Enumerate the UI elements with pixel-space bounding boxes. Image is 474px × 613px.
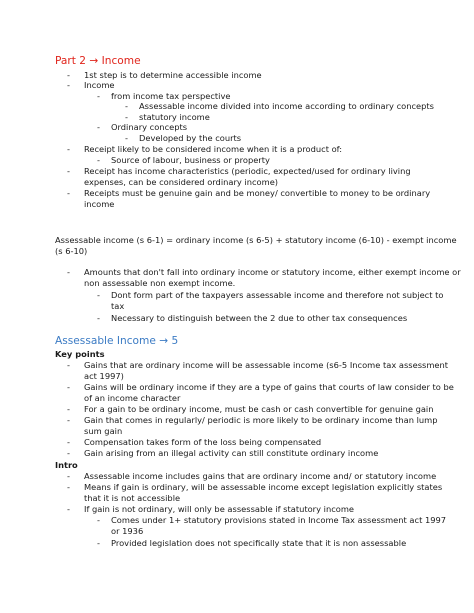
list-item: Dont form part of the taxpayers assessable income and therefore not subject to	[111, 290, 444, 300]
bullet-dash: -	[97, 91, 100, 101]
list-item-continuation: act 1997)	[84, 371, 124, 381]
bullet-dash: -	[97, 290, 100, 300]
bullet-dash: -	[125, 101, 128, 111]
list-item: Developed by the courts	[139, 133, 242, 143]
bullet-dash: -	[97, 515, 100, 525]
bullet-dash: -	[97, 122, 100, 132]
list-item: from income tax perspective	[111, 91, 231, 101]
key-points-label: Key points	[55, 349, 105, 359]
bullet-dash: -	[97, 155, 100, 165]
list-item-continuation: sum gain	[84, 426, 123, 436]
bullet-dash: -	[67, 382, 70, 392]
list-item: If gain is not ordinary, will only be assessable if statutory income	[84, 504, 355, 514]
list-item: Assessable income divided into income according to ordinary concepts	[139, 101, 434, 111]
bullet-dash: -	[67, 471, 70, 481]
list-item: Provided legislation does not specifically state that it is non assessable	[111, 538, 407, 548]
list-item-continuation: expenses, can be considered ordinary income)	[84, 177, 279, 187]
list-item: Amounts that don't fall into ordinary income or statutory income, either exempt income or	[84, 267, 461, 277]
bullet-dash: -	[67, 267, 70, 277]
list-item: statutory income	[139, 112, 210, 122]
equation-line: (s 6-10)	[55, 246, 88, 256]
list-item-continuation: non assessable non exempt income.	[84, 278, 236, 288]
intro-label: Intro	[55, 460, 78, 470]
bullet-dash: -	[67, 70, 70, 80]
list-item: Gains that are ordinary income will be assessable income (s6-5 Income tax assessment	[84, 360, 449, 370]
part2-heading: Part 2 → Income	[55, 55, 141, 67]
list-item: Source of labour, business or property	[111, 155, 270, 165]
list-item: Necessary to distinguish between the 2 due to other tax consequences	[111, 313, 408, 323]
bullet-dash: -	[67, 437, 70, 447]
list-item: Gains will be ordinary income if they are a type of gains that courts of law consider to be	[84, 382, 454, 392]
bullet-dash: -	[97, 538, 100, 548]
list-item: Receipts must be genuine gain and be money/ convertible to money to be ordinary	[84, 188, 431, 198]
bullet-dash: -	[67, 80, 70, 90]
equation-line: Assessable income (s 6-1) = ordinary income (s 6-5) + statutory income (6-10) - exempt income	[55, 235, 457, 245]
bullet-dash: -	[67, 166, 70, 176]
list-item: Assessable income includes gains that are ordinary income and/ or statutory income	[84, 471, 437, 481]
bullet-dash: -	[67, 415, 70, 425]
bullet-dash: -	[67, 404, 70, 414]
bullet-dash: -	[67, 360, 70, 370]
section2-heading: Assessable Income → 5	[55, 335, 179, 347]
bullet-dash: -	[67, 144, 70, 154]
list-item: Income	[84, 80, 115, 90]
bullet-dash: -	[97, 313, 100, 323]
list-item-continuation: of an income character	[84, 393, 181, 403]
list-item: Gain arising from an illegal activity can still constitute ordinary income	[84, 448, 379, 458]
bullet-dash: -	[67, 448, 70, 458]
list-item: Means if gain is ordinary, will be assessable income except legislation explicitly states	[84, 482, 443, 492]
list-item-continuation: income	[84, 199, 115, 209]
list-item-continuation: that it is not accessible	[84, 493, 181, 503]
bullet-dash: -	[125, 112, 128, 122]
list-item: Ordinary concepts	[111, 122, 188, 132]
list-item: Gain that comes in regularly/ periodic is more likely to be ordinary income than lump	[84, 415, 438, 425]
bullet-dash: -	[67, 188, 70, 198]
list-item: Compensation takes form of the loss being compensated	[84, 437, 322, 447]
list-item: Comes under 1+ statutory provisions stated in Income Tax assessment act 1997	[111, 515, 447, 525]
list-item: Receipt has income characteristics (periodic, expected/used for ordinary living	[84, 166, 411, 176]
list-item: For a gain to be ordinary income, must be cash or cash convertible for genuine gain	[84, 404, 434, 414]
bullet-dash: -	[67, 504, 70, 514]
bullet-dash: -	[125, 133, 128, 143]
list-item-continuation: or 1936	[111, 526, 144, 536]
list-item-continuation: tax	[111, 301, 125, 311]
list-item: 1st step is to determine accessible income	[84, 70, 262, 80]
list-item: Receipt likely to be considered income when it is a product of:	[84, 144, 343, 154]
bullet-dash: -	[67, 482, 70, 492]
